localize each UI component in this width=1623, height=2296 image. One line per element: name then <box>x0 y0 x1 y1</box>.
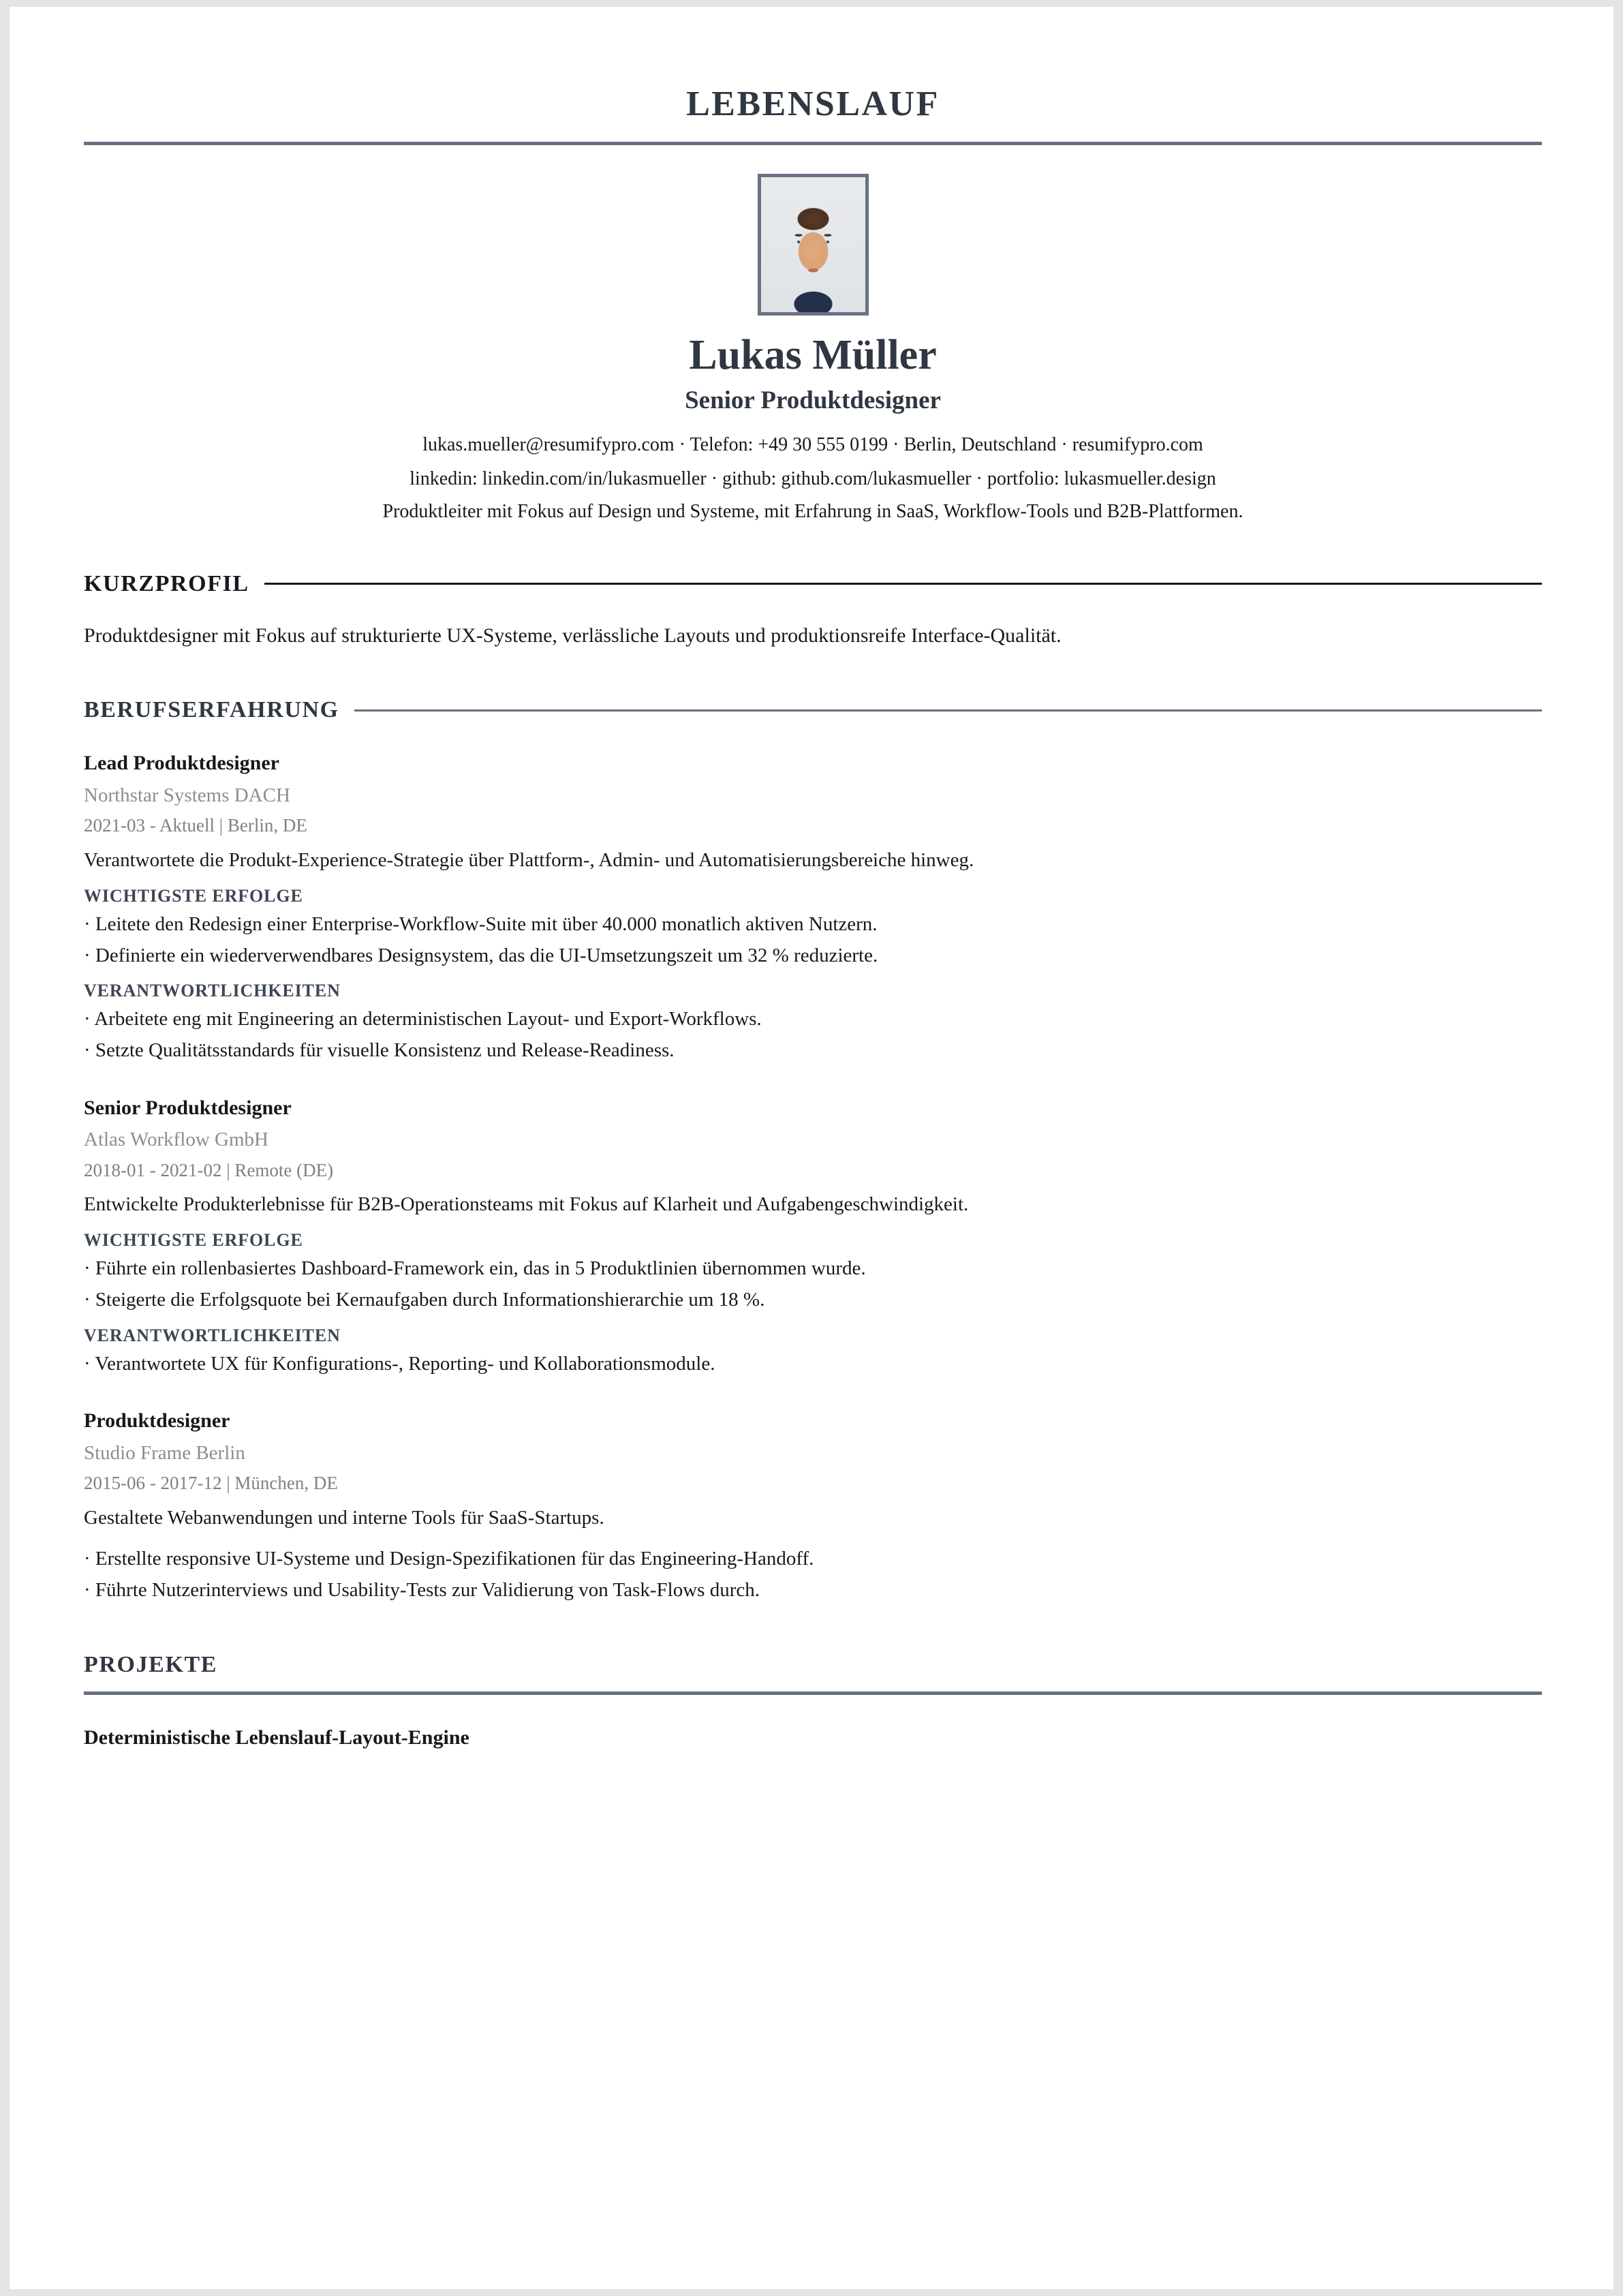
profile-photo <box>758 174 869 316</box>
section-projects <box>84 1653 1542 1751</box>
contact-line-primary: lukas.mueller@resumifypro.com · Telefon: +49 30 555 0199 · Berlin, Deutschland · resumifypro.com <box>422 433 1203 455</box>
section-experience <box>84 699 1542 1603</box>
experience-item <box>84 750 1542 1063</box>
responsibilities-label: VERANTWORTLICHKEITEN <box>84 981 341 1001</box>
contact-line-social: linkedin: linkedin.com/in/lukasmueller · github: github.com/lukasmueller · portfolio: lukasmueller.design <box>409 468 1216 490</box>
job-description: Entwickelte Produkterlebnisse für B2B-Operationsteams mit Fokus auf Klarheit und Aufgabengeschwindigkeit. <box>84 1193 969 1216</box>
title-rule <box>84 142 1542 145</box>
section-heading-experience-label: BERUFSERFAHRUNG <box>84 697 339 723</box>
resume-sheet <box>10 7 1613 2289</box>
job-company: Northstar Systems DACH <box>84 784 290 806</box>
experience-item <box>84 1095 1542 1377</box>
job-company: Studio Frame Berlin <box>84 1441 245 1464</box>
section-heading-projects-rule <box>84 1692 1542 1695</box>
document-title: LEBENSLAUF <box>686 85 940 123</box>
achievement-bullet: · Leitete den Redesign einer Enterprise-Workflow-Suite mit über 40.000 monatlich aktiven Nutzern. <box>84 913 878 935</box>
achievement-bullet: · Steigerte die Erfolgsquote bei Kernaufgaben durch Informationshierarchie um 18 %. <box>84 1289 765 1311</box>
job-bullet: · Führte Nutzerinterviews und Usability-Tests zur Validierung von Task-Flows durch. <box>84 1578 760 1601</box>
job-description: Verantwortete die Produkt-Experience-Strategie über Plattform-, Admin- und Automatisierungsbereiche hinweg. <box>84 848 974 871</box>
person-role: Senior Produktdesigner <box>685 386 941 415</box>
responsibilities-label: VERANTWORTLICHKEITEN <box>84 1325 341 1345</box>
contact-line-tagline: Produktleiter mit Fokus auf Design und Systeme, mit Erfahrung in SaaS, Workflow-Tools und B2B-Plattformen. <box>382 500 1243 522</box>
job-bullet: · Erstellte responsive UI-Systeme und Design-Spezifikationen für das Engineering-Handoff. <box>84 1548 814 1570</box>
job-meta: 2015-06 - 2017-12 | München, DE <box>84 1473 338 1494</box>
section-heading-summary-label: KURZPROFIL <box>84 570 249 596</box>
job-title: Senior Produktdesigner <box>84 1096 292 1119</box>
section-heading-experience <box>84 699 1542 722</box>
job-description: Gestaltete Webanwendungen und interne Tools für SaaS-Startups. <box>84 1506 604 1529</box>
job-title: Produktdesigner <box>84 1409 230 1433</box>
achievements-label: WICHTIGSTE ERFOLGE <box>84 1230 303 1251</box>
section-heading-projects <box>84 1653 1542 1695</box>
responsibility-bullet: · Arbeitete eng mit Engineering an deterministischen Layout- und Export-Workflows. <box>84 1008 762 1030</box>
achievement-bullet: · Definierte ein wiederverwendbares Designsystem, das die UI-Umsetzungszeit um 32 % reduzierte. <box>84 944 878 966</box>
achievement-bullet: · Führte ein rollenbasiertes Dashboard-Framework ein, das in 5 Produktlinien übernommen wurde. <box>84 1257 866 1280</box>
section-summary <box>84 572 1542 650</box>
person-name: Lukas Müller <box>689 332 937 378</box>
section-heading-summary <box>84 572 1542 596</box>
project-title: Deterministische Lebenslauf-Layout-Engine <box>84 1726 469 1749</box>
summary-text: Produktdesigner mit Fokus auf strukturierte UX-Systeme, verlässliche Layouts und produktionsreife Interface-Qualität. <box>84 624 1062 647</box>
job-meta: 2018-01 - 2021-02 | Remote (DE) <box>84 1159 334 1180</box>
job-title: Lead Produktdesigner <box>84 752 279 775</box>
photo-container <box>84 174 1542 316</box>
section-heading-experience-rule <box>354 709 1542 711</box>
experience-item <box>84 1408 1542 1603</box>
responsibility-bullet: · Setzte Qualitätsstandards für visuelle Konsistenz und Release-Readiness. <box>84 1039 675 1062</box>
responsibility-bullet: · Verantwortete UX für Konfigurations-, Reporting- und Kollaborationsmodule. <box>84 1352 715 1375</box>
job-company: Atlas Workflow GmbH <box>84 1129 268 1151</box>
section-heading-summary-rule <box>264 583 1542 585</box>
job-meta: 2021-03 - Aktuell | Berlin, DE <box>84 815 307 836</box>
achievements-label: WICHTIGSTE ERFOLGE <box>84 886 303 906</box>
section-heading-projects-label: PROJEKTE <box>84 1652 218 1678</box>
resume-content <box>84 7 1542 1751</box>
